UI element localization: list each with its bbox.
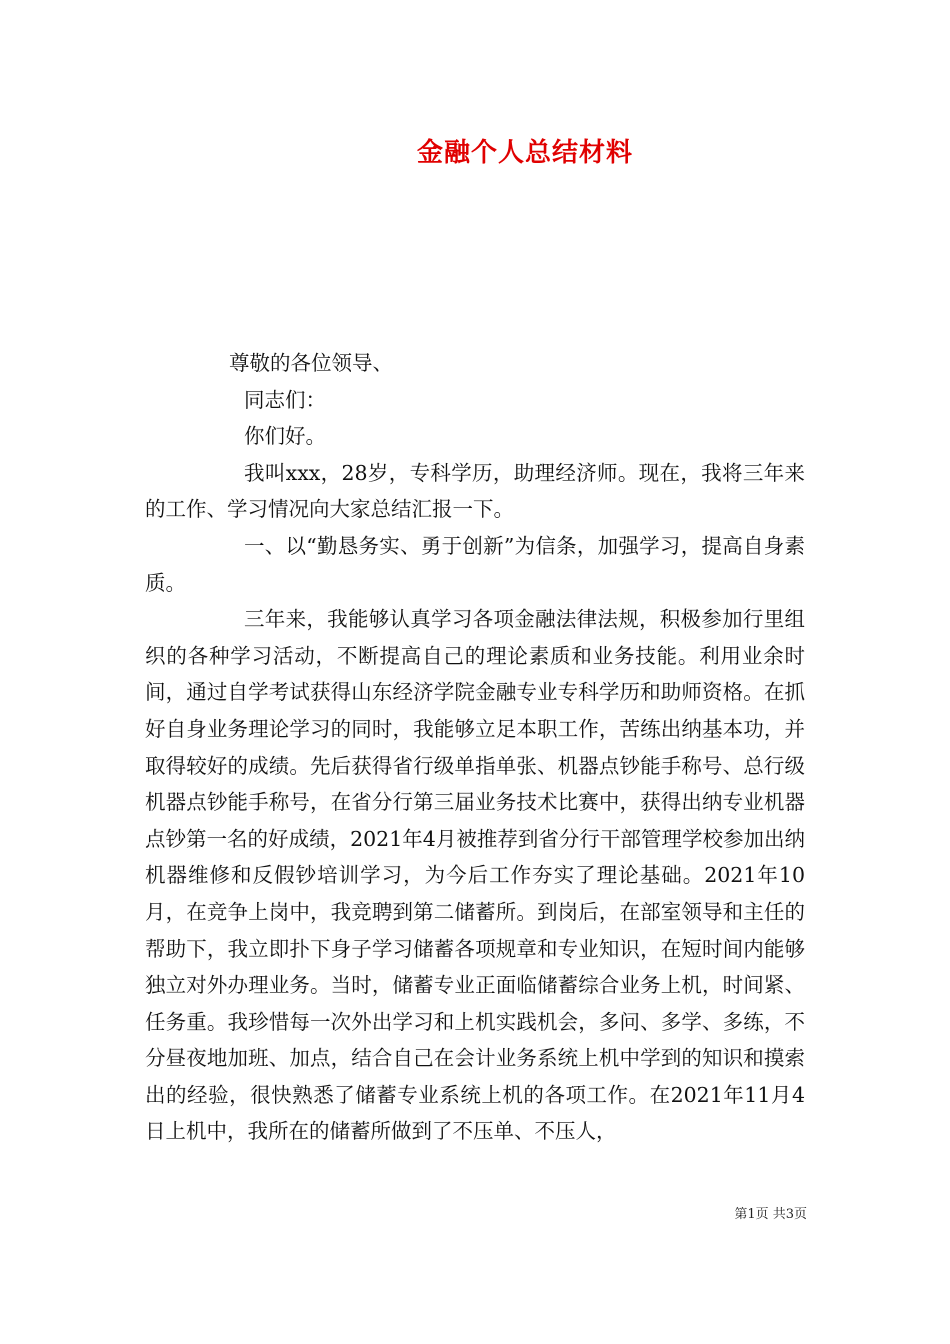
page-footer: 第1页 共3页 [734,1207,807,1222]
document-title: 金融个人总结材料 [416,138,633,168]
salutation-line-2: 同志们： [244,387,326,412]
document-body [145,345,805,1150]
greeting-line: 你们好。 [244,424,326,449]
paragraph-study: 三年来，我能够认真学习各项金融法律法规，积极参加行里组织的各种学习活动，不断提高自己的理论素质和业务技能。利用业余时间，通过自学考试获得山东经济学院金融专业专科学历和助师资格。在抓好自身业务理论学习的同时，我能够立足本职工作，苦练出纳基本功，并取得较好的成绩。先后获得省行级单指单张、机器点钞能手称号、总行级机器点钞能手称号，在省分行第三届业务技术比赛中，获得出纳专业机器点钞第一名的好成绩，2021年4月被推荐到省分行干部管理学校参加出纳机器维修和反假钞培训学习，为今后工作夯实了理论基础。2021年10月，在竞争上岗中，我竞聘到第二储蓄所。到岗后，在部室领导和主任的帮助下，我立即扑下身子学习储蓄各项规章和专业知识，在短时间内能够独立对外办理业务。当时，储蓄专业正面临储蓄综合业务上机，时间紧、任务重。我珍惜每一次外出学习和上机实践机会，多问、多学、多练，不分昼夜地加班、加点，结合自己在会计业务系统上机中学到的知识和摸索出的经验，很快熟悉了储蓄专业系统上机的各项工作。在2021年11月4日上机中，我所在的储蓄所做到了不压单、不压人， [145,607,805,1144]
salutation-line-1: 尊敬的各位领导、 [229,351,393,375]
section-heading-1: 一、以“勤恳务实、勇于创新”为信条，加强学习，提高自身素质。 [145,533,805,595]
paragraph-intro: 我叫xxx，28岁，专科学历，助理经济师。现在，我将三年来的工作、学习情况向大家总结汇报一下。 [145,460,805,522]
